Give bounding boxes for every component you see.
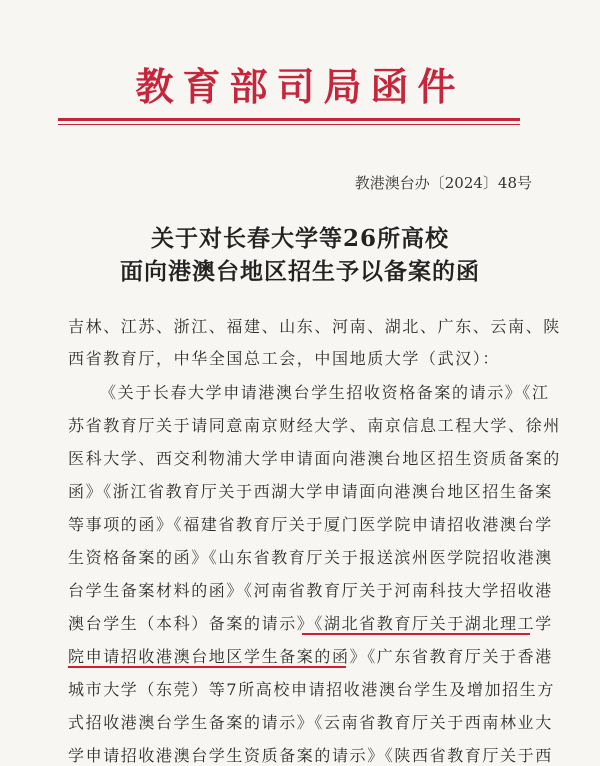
body-line: 《关于长春大学申请港澳台学生招收资格备案的请示》《江 [100, 383, 550, 402]
highlight-underline-2 [68, 666, 346, 668]
letterhead-title: 教育部司局函件 [135, 64, 465, 109]
document-title-line-2: 面向港澳台地区招生予以备案的函 [120, 258, 480, 285]
highlight-underline-1 [302, 633, 530, 635]
body-line: 台学生备案材料的函》《河南省教育厅关于河南科技大学招收港 [68, 581, 553, 600]
document-number: 教港澳台办〔2024〕48号 [354, 174, 532, 192]
letterhead-rule-thick [58, 118, 520, 121]
body-line: 生资格备案的函》《山东省教育厅关于报送滨州医学院招收港澳 [68, 548, 553, 567]
body-line-highlight-end: 院申请招收港澳台地区学生备案的函》《广东省教育厅关于香港 [68, 647, 553, 666]
body-line: 医科大学、西交利物浦大学申请面向港澳台地区招生资质备案的 [68, 449, 561, 468]
addressee-line-1: 吉林、江苏、浙江、福建、山东、河南、湖北、广东、云南、陕 [68, 317, 561, 336]
body-line-highlight-start: 澳台学生（本科）备案的请示》《湖北省教育厅关于湖北理工学 [68, 614, 553, 633]
addressee-line-2: 西省教育厅，中华全国总工会，中国地质大学（武汉）： [68, 349, 501, 368]
body-line: 函》《浙江省教育厅关于西湖大学申请面向港澳台地区招生备案 [68, 482, 553, 501]
letterhead-rule-thin [58, 124, 520, 125]
body-line: 苏省教育厅关于请同意南京财经大学、南京信息工程大学、徐州 [68, 416, 561, 435]
body-line: 等事项的函》《福建省教育厅关于厦门医学院申请招收港澳台学 [68, 515, 553, 534]
document-title-line-1: 关于对长春大学等26所高校 [150, 225, 449, 252]
body-line: 式招收港澳台学生备案的请示》《云南省教育厅关于西南林业大 [68, 713, 553, 732]
body-line: 城市大学（东莞）等7所高校申请招收港澳台学生及增加招生方 [68, 680, 555, 699]
body-line: 学申请招收港澳台学生资质备案的请示》《陕西省教育厅关于西 [68, 746, 553, 765]
